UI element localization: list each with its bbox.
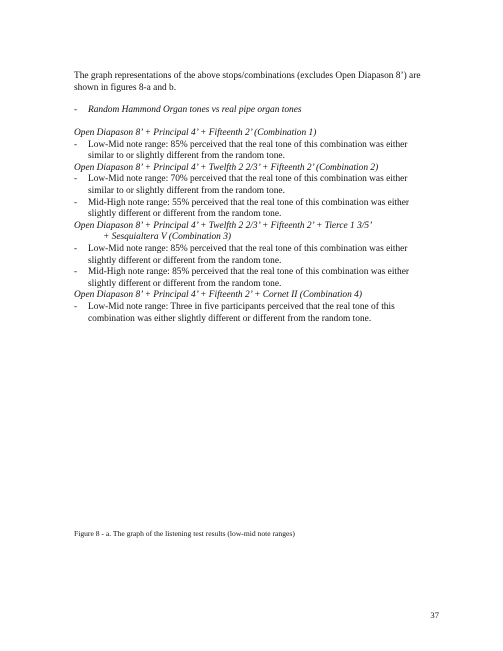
combination-2-bullet-2 [74, 198, 434, 221]
intro-paragraph: The graph representations of the above stops/combinations (excludes Open Diapason 8’) are shown in figures 8-a and b. [74, 71, 421, 93]
bullet-dash: - [74, 139, 78, 150]
combination-2-bullet-1 [74, 174, 434, 197]
combination-1-bullet-1 [74, 140, 434, 163]
bullet-text: Mid-High note range: 55% perceived that the real tone of this combination was either slightly different or different from the random tone. [88, 197, 409, 220]
bullet-text: Low-Mid note range: Three in five participants perceived that the real tone of this combination was either slightly different or different from the random tone. [88, 301, 395, 324]
combination-2-title: Open Diapason 8’ + Principal 4’ + Twelfth 2 2/3’ + Fifteenth 2’ (Combination 2) [74, 162, 379, 173]
page-number: 37 [430, 610, 439, 620]
combinations-list [74, 128, 434, 325]
bullet-dash: - [74, 301, 78, 312]
bullet-text: Low-Mid note range: 70% perceived that the real tone of this combination was either similar to or slightly different from the random tone. [88, 174, 408, 196]
combination-1-title: Open Diapason 8’ + Principal 4’ + Fifteenth 2’ (Combination 1) [74, 128, 317, 138]
bullet-dash: - [74, 197, 78, 208]
bullet-text: Low-Mid note range: 85% perceived that the real tone of this combination was either slightly different or different from the random tone. [88, 243, 408, 266]
bullet-dash: - [74, 267, 78, 278]
bullet-dash: - [74, 174, 78, 185]
bullet-text: Low-Mid note range: 85% perceived that the real tone of this combination was either similar to or slightly different from the random tone. [88, 139, 408, 162]
bullet-dash: - [74, 243, 78, 254]
bullet-text: Mid-High note range: 85% perceived that the real tone of this combination was either slightly different or different from the random tone. [88, 267, 409, 289]
section-heading [74, 105, 434, 117]
section-heading-text: Random Hammond Organ tones vs real pipe organ tones [88, 105, 302, 115]
combination-3-bullet-1 [74, 244, 434, 267]
combination-3-title: Open Diapason 8’ + Principal 4’ + Twelfth 2 2/3’ + Fifteenth 2’ + Tierce 1 3/5’ [74, 220, 373, 231]
figure-caption: Figure 8 - a. The graph of the listening test results (low-mid note ranges) [74, 529, 295, 538]
combination-4-title: Open Diapason 8’ + Principal 4’ + Fifteenth 2’ + Cornet II (Combination 4) [74, 290, 362, 301]
combination-3-bullet-2 [74, 267, 434, 290]
combination-4-bullet-1 [74, 302, 434, 325]
section-dash: - [74, 105, 78, 115]
combination-3-title-continued: + Sesquialtera V (Combination 3) [103, 232, 232, 243]
